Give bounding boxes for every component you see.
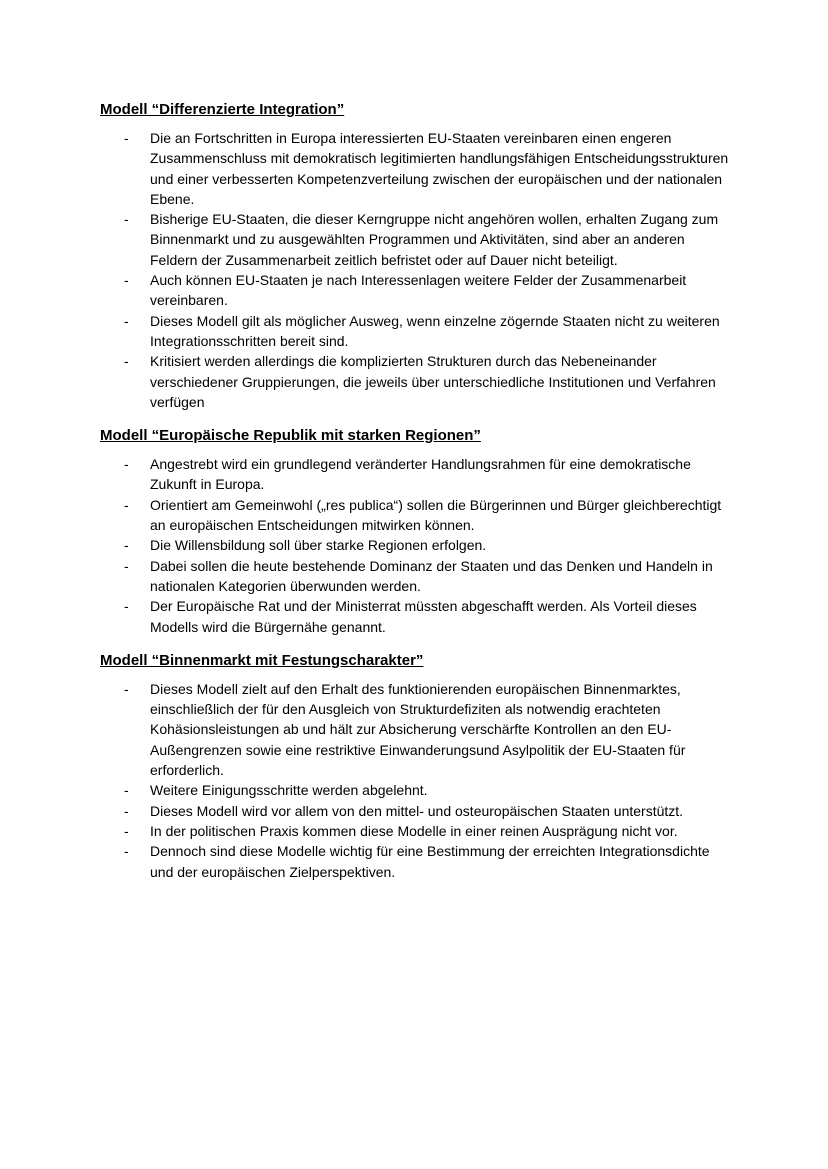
list-item-text: Bisherige EU-Staaten, die dieser Kerngruppe nicht angehören wollen, erhalten Zugang zum Binnenmarkt und zu ausgewählten Programmen und Aktivitäten, sind aber an anderen Feldern der Zusammenarbeit zeitlich befristet oder auf Dauer nicht beteiligt. [150, 211, 719, 268]
list-item [100, 841, 732, 882]
dash-bullet: - [124, 312, 129, 329]
list-item-text: Die an Fortschritten in Europa interessierten EU-Staaten vereinbaren einen engeren Zusammenschluss mit demokratisch legitimierten handlungsfähigen Entscheidungsstrukturen und einer verbesserten Kompetenzverteilung zwischen der europäischen und der nationalen Ebene. [150, 130, 729, 207]
list-item [100, 535, 732, 555]
list-item-text: Weitere Einigungsschritte werden abgelehnt. [150, 782, 428, 799]
list-item [100, 495, 732, 536]
dash-bullet: - [124, 211, 129, 228]
dash-bullet: - [124, 456, 129, 473]
dash-bullet: - [124, 802, 129, 819]
dash-bullet: - [124, 272, 129, 289]
section-europaeische-republik [100, 426, 732, 637]
list-item-text: Die Willensbildung soll über starke Regionen erfolgen. [150, 537, 487, 554]
list-item-text: Orientiert am Gemeinwohl („res publica“) sollen die Bürgerinnen und Bürger gleichberechtigt an europäischen Entscheidungen mitwirken können. [150, 496, 722, 534]
dash-bullet: - [124, 557, 129, 574]
list-item [100, 351, 732, 412]
list-item [100, 209, 732, 270]
section-binnenmarkt-festung [100, 651, 732, 882]
document-page [100, 100, 732, 896]
list-item [100, 270, 732, 311]
bullet-list [100, 454, 732, 637]
list-item-text: Auch können EU-Staaten je nach Interessenlagen weitere Felder der Zusammenarbeit vereinbaren. [150, 272, 687, 309]
list-item [100, 801, 732, 821]
dash-bullet: - [124, 782, 129, 799]
section-title: Modell “Differenzierte Integration” [100, 101, 345, 118]
list-item [100, 556, 732, 597]
dash-bullet: - [124, 843, 129, 860]
section-title: Modell “Binnenmarkt mit Festungscharakter” [100, 651, 424, 669]
list-item-text: In der politischen Praxis kommen diese Modelle in einer reinen Ausprägung nicht vor. [150, 822, 678, 839]
list-item-text: Dieses Modell wird vor allem von den mittel- und osteuropäischen Staaten unterstützt. [150, 802, 684, 819]
list-item-text: Dennoch sind diese Modelle wichtig für eine Bestimmung der erreichten Integrationsdichte und der europäischen Zielperspektiven. [150, 843, 710, 880]
list-item [100, 596, 732, 637]
list-item-text: Dabei sollen die heute bestehende Dominanz der Staaten und das Denken und Handeln in nationalen Kategorien überwunden werden. [150, 557, 713, 594]
dash-bullet: - [124, 598, 129, 615]
list-item-text: Der Europäische Rat und der Ministerrat müssten abgeschafft werden. Als Vorteil dieses Modells wird die Bürgernähe genannt. [150, 598, 697, 635]
dash-bullet: - [124, 537, 129, 554]
section-differenzierte-integration [100, 100, 732, 412]
dash-bullet: - [124, 130, 129, 146]
list-item-text: Dieses Modell zielt auf den Erhalt des funktionierenden europäischen Binnenmarktes, einschließlich der für den Ausgleich von Strukturdefiziten als notwendig erachteten Kohäsionsleistungen ab und hält zur Absicherung verschärfte Kontrollen an den EU-Außengrenzen sowie eine restriktive Einwanderungsund Asylpolitik der EU-Staaten für erforderlich. [150, 680, 686, 779]
list-item [100, 679, 732, 780]
section-title: Modell “Europäische Republik mit starken Regionen” [100, 427, 481, 445]
list-item [100, 821, 732, 841]
list-item [100, 454, 732, 495]
list-item-text: Dieses Modell gilt als möglicher Ausweg, wenn einzelne zögernde Staaten nicht zu weiteren Integrationsschritten bereit sind. [150, 312, 720, 349]
dash-bullet: - [124, 680, 129, 697]
dash-bullet: - [124, 496, 129, 513]
bullet-list [100, 679, 732, 882]
bullet-list [100, 128, 732, 412]
list-item [100, 780, 732, 800]
list-item-text: Kritisiert werden allerdings die komplizierten Strukturen durch das Nebeneinander verschiedener Gruppierungen, die jeweils über unterschiedliche Institutionen und Verfahren verfügen [150, 353, 716, 410]
dash-bullet: - [124, 353, 129, 370]
list-item [100, 311, 732, 352]
list-item [100, 128, 732, 209]
list-item-text: Angestrebt wird ein grundlegend veränderter Handlungsrahmen für eine demokratische Zukunft in Europa. [150, 456, 691, 493]
dash-bullet: - [124, 822, 129, 839]
